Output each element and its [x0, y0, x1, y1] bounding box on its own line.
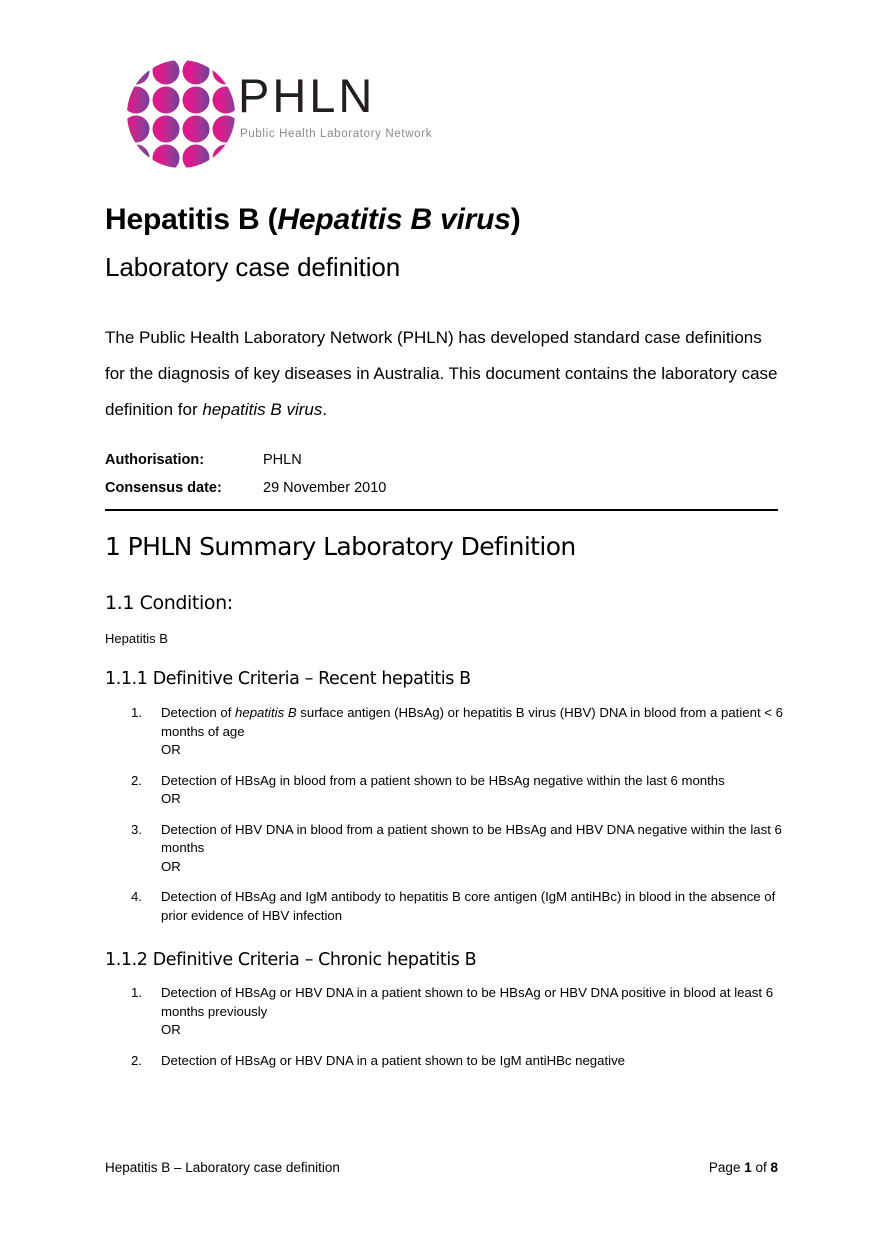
list-item-text [161, 822, 795, 877]
page-subtitle: Laboratory case definition [105, 252, 401, 282]
page-title-prefix: Hepatitis B ( [105, 203, 278, 236]
list-item [105, 888, 795, 925]
page-title-species: Hepatitis B virus [277, 203, 511, 236]
list-item-text [161, 1053, 625, 1068]
list-item-text-after: surface antigen (HBsAg) or hepatitis B virus (HBV) DNA in blood from a patient < 6 months of age [161, 705, 783, 739]
consensus-date-label: Consensus date: [105, 480, 222, 496]
footer-page-current: 1 [744, 1160, 752, 1175]
list-item-connector: OR [161, 742, 181, 757]
list-item-connector: OR [161, 1022, 181, 1037]
authorisation-label: Authorisation: [105, 452, 205, 468]
authorisation-value: PHLN [263, 452, 302, 468]
heading-section-1-1-1: 1.1.1 Definitive Criteria – Recent hepatitis B [105, 669, 471, 689]
page-title [105, 203, 521, 237]
list-item-number: 2. [131, 1052, 142, 1068]
phln-logo-mark-icon [118, 58, 244, 170]
list-item-text-before: Detection of [161, 705, 236, 720]
list-item-text-before: Detection of HBsAg and IgM antibody to hepatitis B core antigen (IgM antiHBc) in blood in the absence of prior evidence of HBV infection [161, 889, 776, 923]
intro-paragraph [105, 320, 785, 428]
page-footer [105, 1160, 778, 1175]
list-item [105, 821, 795, 877]
page-title-suffix: ) [510, 203, 521, 236]
list-item-text [161, 773, 795, 809]
list-item-text-before: Detection of HBsAg or HBV DNA in a patient shown to be HBsAg or HBV DNA positive in blood at least 6 months previously [161, 985, 774, 1019]
footer-page-total: 8 [770, 1160, 778, 1175]
criteria-list-chronic [105, 984, 795, 1082]
list-item [105, 704, 795, 760]
list-item-text [161, 705, 795, 760]
list-item-text [161, 889, 775, 923]
metadata-row-consensus-date [105, 474, 525, 502]
list-item-text-before: Detection of HBsAg in blood from a patient shown to be HBsAg negative within the last 6 months [161, 772, 725, 788]
list-item [105, 984, 795, 1040]
heading-section-1: 1 PHLN Summary Laboratory Definition [105, 532, 576, 561]
list-item-text [161, 985, 795, 1040]
intro-text-after: . [322, 400, 328, 419]
phln-logo-text [238, 69, 448, 140]
phln-wordmark: PHLN [238, 69, 376, 122]
list-item-text-before: Detection of HBsAg or HBV DNA in a patient shown to be IgM antiHBc negative [161, 1052, 626, 1068]
phln-logo [118, 58, 448, 170]
list-item-number: 4. [131, 889, 142, 904]
list-item-connector: OR [161, 791, 181, 806]
phln-tagline: Public Health Laboratory Network [240, 128, 433, 140]
list-item [105, 772, 795, 809]
criteria-list-recent [105, 704, 795, 937]
metadata-row-authorisation [105, 446, 525, 474]
footer-page-number [709, 1160, 778, 1175]
list-item-number: 1. [131, 985, 142, 1000]
list-item-text-before: Detection of HBV DNA in blood from a patient shown to be HBsAg and HBV DNA negative within the last 6 months [161, 821, 782, 855]
heading-section-1-1: 1.1 Condition: [105, 592, 233, 614]
intro-text-before: The Public Health Laboratory Network (PHLN) has developed standard case definitions for the diagnosis of key diseases in Australia. This document contains the laboratory case definition for [105, 328, 778, 419]
list-item-text-italic: hepatitis B [235, 705, 297, 720]
list-item [105, 1052, 795, 1071]
footer-page-middle: of [751, 1160, 771, 1175]
list-item-number: 1. [131, 705, 142, 720]
footer-page-prefix: Page [708, 1160, 745, 1175]
heading-section-1-1-2: 1.1.2 Definitive Criteria – Chronic hepatitis B [105, 950, 477, 970]
footer-document-name: Hepatitis B – Laboratory case definition [105, 1160, 340, 1175]
list-item-number: 3. [131, 821, 142, 837]
condition-value: Hepatitis B [105, 631, 168, 646]
section-divider [105, 509, 778, 511]
metadata-block [105, 446, 525, 502]
intro-text-italic: hepatitis B virus [202, 400, 323, 419]
list-item-number: 2. [131, 772, 142, 788]
list-item-connector: OR [161, 858, 181, 874]
consensus-date-value: 29 November 2010 [263, 480, 387, 496]
